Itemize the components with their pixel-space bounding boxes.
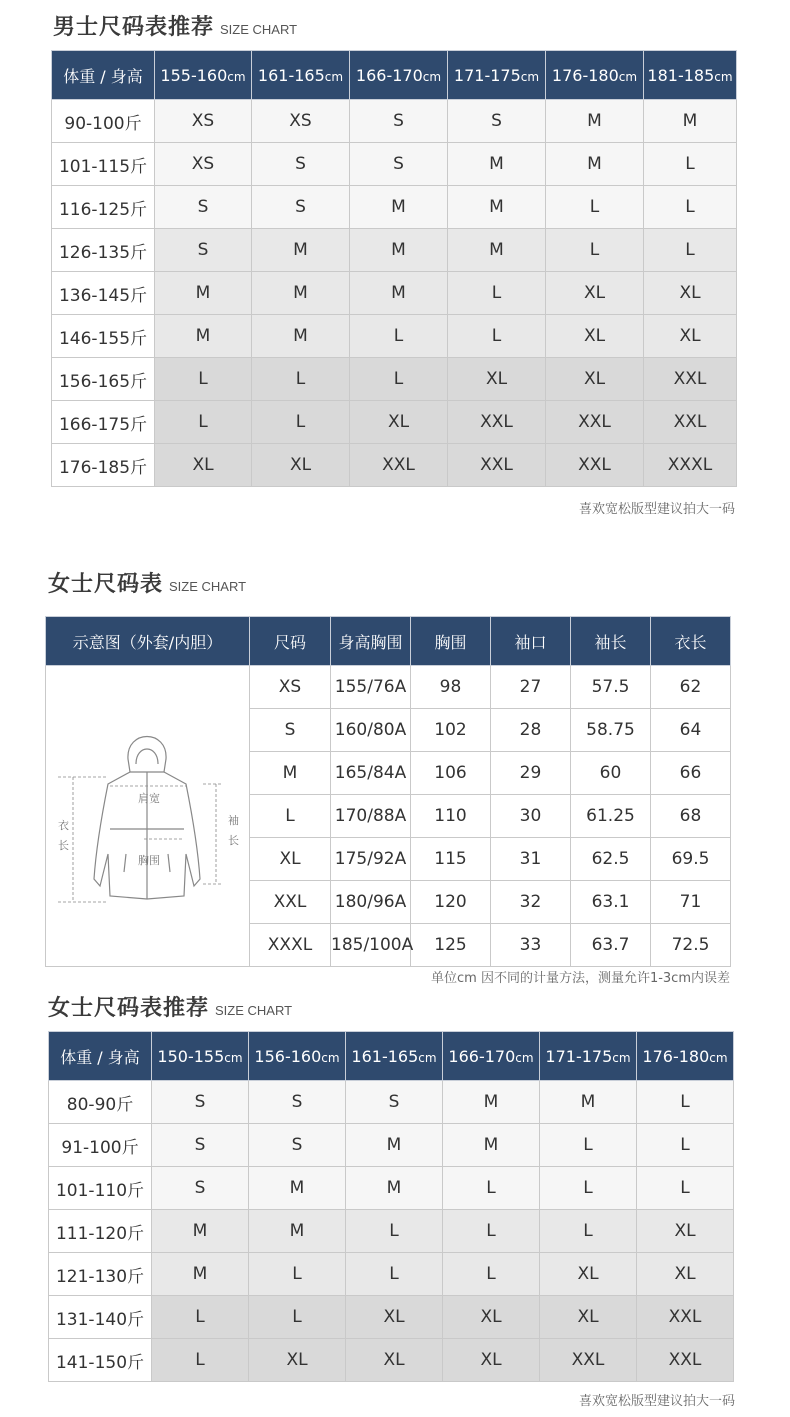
height-unit: cm [227,69,246,84]
height-header [637,1032,734,1081]
size-cell: S [155,229,252,272]
men-title-text: 男士尺码表推荐 [53,15,215,40]
size-cell: XXXL [644,444,737,487]
height-header [249,1032,346,1081]
height-range: 171-175 [545,1046,613,1066]
weight-cell: 111-120斤 [49,1210,152,1253]
height-header [540,1032,637,1081]
height-chest-cell: 170/88A [331,795,411,838]
table-row [49,1296,734,1339]
table-row [52,272,737,315]
table-row [52,186,737,229]
length-cell: 66 [651,752,731,795]
size-cell: XL [346,1339,443,1382]
chest-label: 胸围 [137,853,160,867]
column-header: 尺码 [250,617,331,666]
height-range: 166-170 [448,1046,516,1066]
column-header: 袖长 [571,617,651,666]
height-range: 150-155 [157,1046,225,1066]
size-cell: L [155,401,252,444]
table-row [52,444,737,487]
size-cell: XL [546,272,644,315]
height-unit: cm [618,69,638,84]
size-cell: M [346,1124,443,1167]
size-cell: L [443,1167,540,1210]
weight-cell: 121-130斤 [49,1253,152,1296]
size-cell: L [546,186,644,229]
women-title-text: 女士尺码表推荐 [48,996,210,1021]
height-chest-cell: 160/80A [331,709,411,752]
size-cell: L [637,1167,734,1210]
table-row [46,666,731,709]
size-cell: M [443,1081,540,1124]
length-cell: 62 [651,666,731,709]
sleeve-cell: 62.5 [571,838,651,881]
height-range: 171-175 [453,65,521,85]
women-size-table [48,1031,734,1382]
size-cell: L [252,358,350,401]
size-cell: M [644,100,737,143]
height-header [644,51,737,100]
size-cell: XXL [448,444,546,487]
length-cell: 69.5 [651,838,731,881]
size-cell: S [252,186,350,229]
size-cell: XL [443,1339,540,1382]
size-cell: L [637,1124,734,1167]
length-cell: 64 [651,709,731,752]
size-cell: XL [637,1253,734,1296]
size-cell: XS [252,100,350,143]
sleeve-label-a: 袖 [227,813,239,827]
women-title [48,991,292,1022]
chest-cell: 110 [411,795,491,838]
height-range: 161-165 [257,65,325,85]
height-header [252,51,350,100]
size-cell: S [250,709,331,752]
size-cell: L [637,1081,734,1124]
size-cell: L [540,1210,637,1253]
size-cell: XL [346,1296,443,1339]
size-cell: XL [644,315,737,358]
size-cell: M [252,315,350,358]
size-cell: S [152,1081,249,1124]
height-unit: cm [324,69,344,84]
height-range: 176-180 [551,65,619,85]
size-cell: XL [250,838,331,881]
women-chart-title [48,567,246,598]
size-cell: M [152,1253,249,1296]
table-row [49,1210,734,1253]
column-header: 身高胸围 [331,617,411,666]
size-cell: S [350,100,448,143]
size-cell: XXL [540,1339,637,1382]
women-chart-subtitle: SIZE CHART [169,579,247,594]
height-header [350,51,448,100]
jacket-icon [48,674,248,954]
size-cell: S [155,186,252,229]
sleeve-cell: 61.25 [571,795,651,838]
size-cell: L [155,358,252,401]
shoulder-label: 肩宽 [137,791,160,805]
size-cell: XXL [637,1296,734,1339]
weight-cell: 91-100斤 [49,1124,152,1167]
size-cell: XXL [546,444,644,487]
chest-cell: 125 [411,924,491,967]
size-cell: L [346,1210,443,1253]
height-range: 155-160 [160,65,228,85]
height-chest-cell: 180/96A [331,881,411,924]
size-cell: L [540,1167,637,1210]
height-range: 176-180 [642,1046,710,1066]
size-cell: L [249,1296,346,1339]
length-label-a: 衣 [57,818,69,832]
weight-cell: 131-140斤 [49,1296,152,1339]
table-row [52,143,737,186]
height-header [152,1032,249,1081]
cuff-cell: 27 [491,666,571,709]
size-cell: S [448,100,546,143]
jacket-illustration-cell [46,666,250,967]
size-cell: XS [155,100,252,143]
sleeve-cell: 60 [571,752,651,795]
table-row [52,315,737,358]
size-cell: XL [546,358,644,401]
sleeve-cell: 63.7 [571,924,651,967]
size-cell: XXL [250,881,331,924]
size-cell: XL [644,272,737,315]
corner-header [52,51,155,100]
height-header [443,1032,540,1081]
cuff-cell: 28 [491,709,571,752]
height-unit: cm [709,1050,728,1065]
height-range: 156-160 [254,1046,322,1066]
corner-header-label: 体重 / 身高 [63,66,143,86]
size-cell: S [350,143,448,186]
size-cell: S [152,1167,249,1210]
size-cell: L [443,1253,540,1296]
corner-header-label: 体重 / 身高 [60,1047,140,1067]
table-row [49,1167,734,1210]
height-range: 166-170 [355,65,423,85]
size-cell: L [350,358,448,401]
weight-cell: 80-90斤 [49,1081,152,1124]
table-row [49,1253,734,1296]
size-cell: L [350,315,448,358]
size-cell: S [249,1081,346,1124]
size-cell: XL [443,1296,540,1339]
size-cell: XXXL [250,924,331,967]
cuff-cell: 32 [491,881,571,924]
height-unit: cm [321,1050,340,1065]
column-header: 胸围 [411,617,491,666]
weight-cell: 116-125斤 [52,186,155,229]
size-cell: L [644,143,737,186]
size-cell: L [346,1253,443,1296]
size-cell: M [249,1210,346,1253]
size-cell: L [448,272,546,315]
size-cell: XXL [637,1339,734,1382]
sleeve-label-b: 长 [227,833,239,847]
size-cell: S [252,143,350,186]
size-cell: L [249,1253,346,1296]
height-range: 181-185 [647,65,715,85]
size-cell: M [346,1167,443,1210]
size-cell: XL [637,1210,734,1253]
weight-cell: 101-110斤 [49,1167,152,1210]
size-cell: M [252,229,350,272]
size-cell: L [540,1124,637,1167]
chest-cell: 102 [411,709,491,752]
size-cell: XL [448,358,546,401]
cuff-cell: 29 [491,752,571,795]
men-title [53,10,297,41]
weight-cell: 101-115斤 [52,143,155,186]
weight-cell: 176-185斤 [52,444,155,487]
corner-header [49,1032,152,1081]
height-unit: cm [422,69,442,84]
table-row [49,1124,734,1167]
size-cell: L [448,315,546,358]
height-chest-cell: 155/76A [331,666,411,709]
size-cell: M [250,752,331,795]
weight-cell: 156-165斤 [52,358,155,401]
women-measurement-table [45,616,731,967]
size-cell: XXL [546,401,644,444]
size-cell: S [152,1124,249,1167]
women-subtitle: SIZE CHART [215,1003,293,1018]
size-cell: L [152,1296,249,1339]
size-cell: XS [250,666,331,709]
men-note: 喜欢宽松版型建议拍大一码 [578,502,735,517]
sleeve-cell: 58.75 [571,709,651,752]
chest-cell: 115 [411,838,491,881]
height-header [448,51,546,100]
size-cell: L [252,401,350,444]
table-row [52,100,737,143]
women-chart-title-text: 女士尺码表 [48,572,164,597]
women-chart-note: 单位cm 因不同的计量方法，测量允许1-3cm内误差 [431,971,730,986]
sleeve-cell: 63.1 [571,881,651,924]
size-cell: M [350,272,448,315]
weight-cell: 166-175斤 [52,401,155,444]
size-cell: XS [155,143,252,186]
size-cell: XL [540,1296,637,1339]
size-cell: M [546,143,644,186]
chest-cell: 106 [411,752,491,795]
men-size-table [51,50,737,487]
chest-cell: 98 [411,666,491,709]
length-label-b: 长 [57,838,69,852]
height-header [155,51,252,100]
weight-cell: 136-145斤 [52,272,155,315]
size-cell: L [644,229,737,272]
size-cell: XXL [448,401,546,444]
size-cell: M [350,186,448,229]
size-cell: L [546,229,644,272]
size-cell: S [346,1081,443,1124]
size-cell: L [152,1339,249,1382]
size-cell: L [443,1210,540,1253]
height-header [546,51,644,100]
height-unit: cm [714,69,733,84]
height-chest-cell: 175/92A [331,838,411,881]
table-row [49,1339,734,1382]
size-cell: XXL [350,444,448,487]
size-cell: M [448,143,546,186]
size-cell: M [152,1210,249,1253]
size-cell: XL [546,315,644,358]
size-cell: XXL [644,401,737,444]
size-cell: XL [350,401,448,444]
cuff-cell: 30 [491,795,571,838]
column-header: 袖口 [491,617,571,666]
weight-cell: 90-100斤 [52,100,155,143]
height-unit: cm [515,1050,534,1065]
size-cell: M [350,229,448,272]
table-row [52,229,737,272]
size-cell: M [546,100,644,143]
size-cell: M [249,1167,346,1210]
size-cell: M [155,272,252,315]
table-row [52,401,737,444]
chest-cell: 120 [411,881,491,924]
length-cell: 72.5 [651,924,731,967]
size-cell: M [448,186,546,229]
height-unit: cm [612,1050,631,1065]
cuff-cell: 31 [491,838,571,881]
weight-cell: 141-150斤 [49,1339,152,1382]
size-cell: L [250,795,331,838]
height-header [346,1032,443,1081]
length-cell: 71 [651,881,731,924]
weight-cell: 146-155斤 [52,315,155,358]
height-unit: cm [418,1050,437,1065]
men-subtitle: SIZE CHART [220,22,298,37]
height-unit: cm [224,1050,243,1065]
sleeve-cell: 57.5 [571,666,651,709]
size-cell: M [252,272,350,315]
size-cell: S [249,1124,346,1167]
height-chest-cell: 185/100A [331,924,411,967]
size-cell: XL [540,1253,637,1296]
size-cell: M [443,1124,540,1167]
size-cell: M [540,1081,637,1124]
size-cell: M [155,315,252,358]
length-cell: 68 [651,795,731,838]
size-cell: XL [249,1339,346,1382]
size-cell: L [644,186,737,229]
size-cell: M [448,229,546,272]
cuff-cell: 33 [491,924,571,967]
column-header: 衣长 [651,617,731,666]
women-note: 喜欢宽松版型建议拍大一码 [578,1394,735,1409]
table-row [49,1081,734,1124]
size-cell: XXL [644,358,737,401]
size-cell: XL [155,444,252,487]
height-range: 161-165 [351,1046,419,1066]
size-cell: XL [252,444,350,487]
height-chest-cell: 165/84A [331,752,411,795]
weight-cell: 126-135斤 [52,229,155,272]
column-header: 示意图（外套/内胆） [46,617,250,666]
height-unit: cm [520,69,540,84]
table-row [52,358,737,401]
